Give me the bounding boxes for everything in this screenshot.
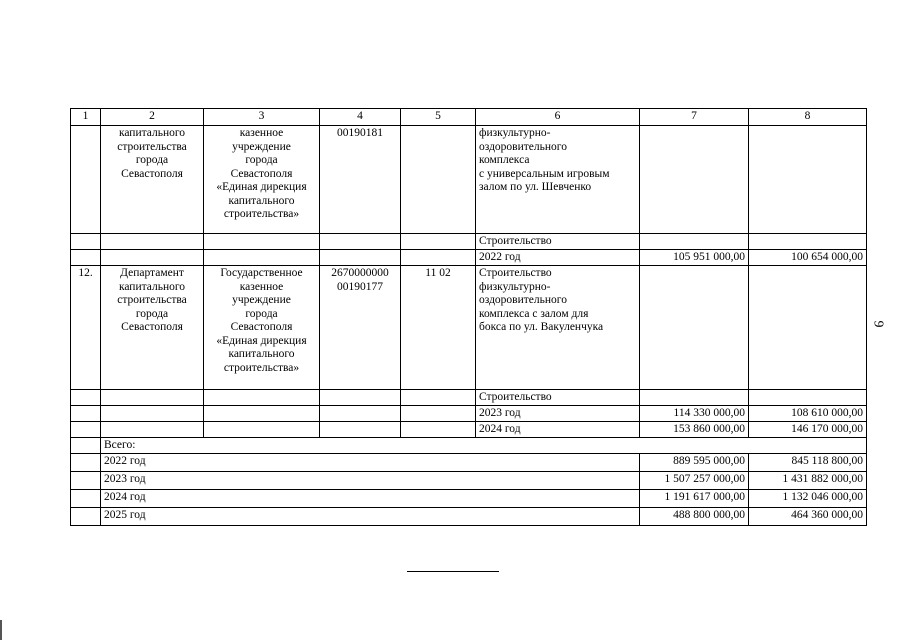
totals-year: 2023 год: [101, 472, 640, 490]
cell-value-8: 146 170 000,00: [749, 422, 867, 438]
header-cell: 5: [401, 109, 476, 126]
totals-row: [71, 490, 867, 508]
cell-section: 11 02: [401, 266, 476, 390]
totals-value-7: 1 507 257 000,00: [640, 472, 749, 490]
table-row: [71, 234, 867, 250]
header-cell: 4: [320, 109, 401, 126]
totals-row: [71, 508, 867, 526]
cell-value-8: 100 654 000,00: [749, 250, 867, 266]
cell-code: 00190181: [320, 126, 401, 234]
totals-value-7: 889 595 000,00: [640, 454, 749, 472]
cell-department: капитального строительства города Севастополя: [101, 126, 204, 234]
totals-label: Всего:: [101, 438, 867, 454]
cell-year: 2023 год: [476, 406, 640, 422]
cell-value-7: [640, 266, 749, 390]
totals-value-8: 464 360 000,00: [749, 508, 867, 526]
cell-value-8: [749, 266, 867, 390]
scan-edge-mark: [0, 620, 2, 640]
totals-value-7: 1 191 617 000,00: [640, 490, 749, 508]
cell-value-8: [749, 126, 867, 234]
page-number: 9: [870, 320, 886, 328]
table-row: [71, 250, 867, 266]
cell-code: 2670000000 00190177: [320, 266, 401, 390]
table-row: [71, 406, 867, 422]
header-cell: 1: [71, 109, 101, 126]
totals-year: 2022 год: [101, 454, 640, 472]
cell-department: Департамент капитального строительства города Севастополя: [101, 266, 204, 390]
cell-year: 2022 год: [476, 250, 640, 266]
cell-institution: казенное учреждение города Севастополя «Единая дирекция капитального строительства»: [204, 126, 320, 234]
table-row: [71, 422, 867, 438]
header-cell: 3: [204, 109, 320, 126]
totals-row: [71, 472, 867, 490]
cell-value-7: [640, 126, 749, 234]
footer-divider: [407, 571, 499, 572]
table-row: [71, 126, 867, 234]
totals-value-8: 1 132 046 000,00: [749, 490, 867, 508]
cell-number: 12.: [71, 266, 101, 390]
cell-number: [71, 126, 101, 234]
cell-object: Строительство физкультурно- оздоровительного комплекса с залом для бокса по ул. Вакуленчука: [476, 266, 640, 390]
table-row: [71, 266, 867, 390]
cell-value-7: 114 330 000,00: [640, 406, 749, 422]
header-row: [71, 109, 867, 126]
totals-year: 2024 год: [101, 490, 640, 508]
cell-work-type: Строительство: [476, 390, 640, 406]
totals-label-row: [71, 438, 867, 454]
cell-section: [401, 126, 476, 234]
cell-value-8: 108 610 000,00: [749, 406, 867, 422]
cell-year: 2024 год: [476, 422, 640, 438]
header-cell: 2: [101, 109, 204, 126]
totals-year: 2025 год: [101, 508, 640, 526]
totals-row: [71, 454, 867, 472]
totals-value-8: 1 431 882 000,00: [749, 472, 867, 490]
cell-institution: Государственное казенное учреждение города Севастополя «Единая дирекция капитального строительства»: [204, 266, 320, 390]
totals-value-7: 488 800 000,00: [640, 508, 749, 526]
totals-value-8: 845 118 800,00: [749, 454, 867, 472]
cell-object: физкультурно- оздоровительного комплекса с универсальным игровым залом по ул. Шевченко: [476, 126, 640, 234]
header-cell: 7: [640, 109, 749, 126]
header-cell: 8: [749, 109, 867, 126]
table-row: [71, 390, 867, 406]
cell-value-7: 105 951 000,00: [640, 250, 749, 266]
budget-table: [70, 108, 867, 526]
cell-value-7: 153 860 000,00: [640, 422, 749, 438]
header-cell: 6: [476, 109, 640, 126]
cell-work-type: Строительство: [476, 234, 640, 250]
